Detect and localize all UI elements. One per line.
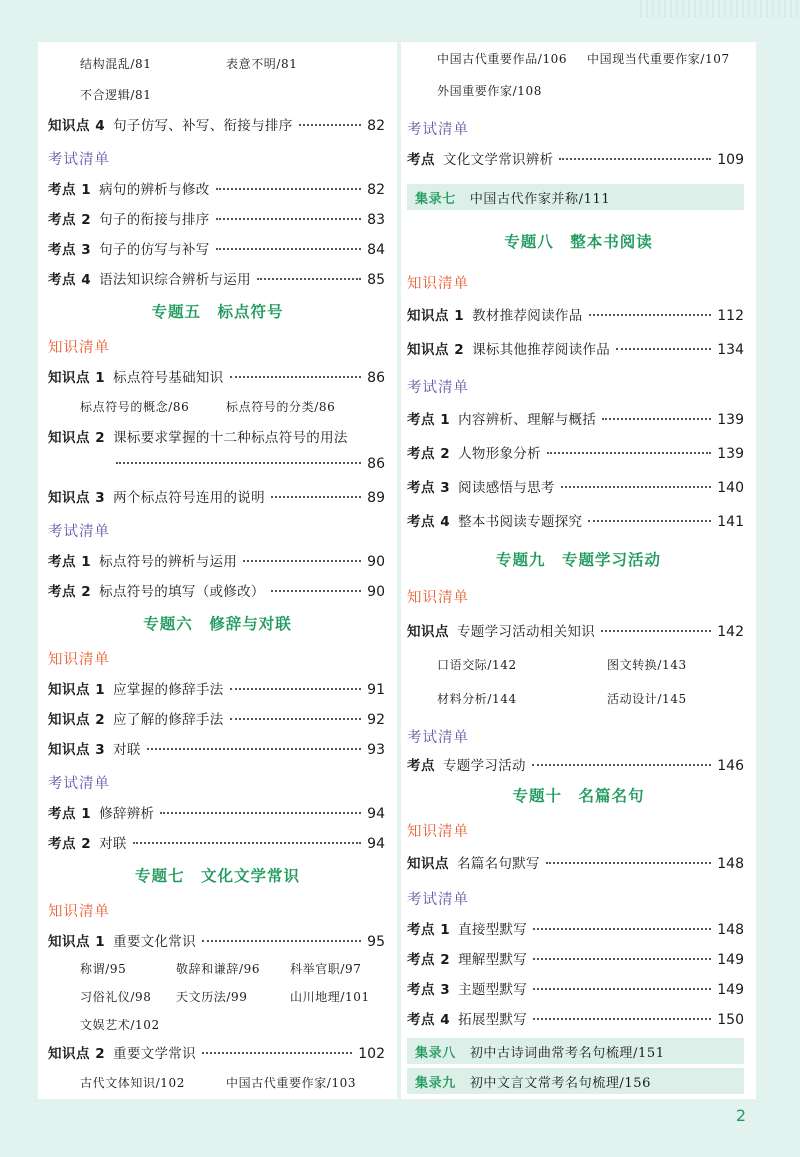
toc-entry[interactable]: 考点 2 理解型默写 149 [407, 952, 744, 968]
topic-heading[interactable]: 专题六 修辞与对联 [143, 615, 292, 633]
knowledge-list-heading: 知识清单 [48, 340, 110, 356]
toc-entry[interactable]: 知识点 专题学习活动相关知识 142 [407, 624, 744, 640]
toc-entry[interactable]: 知识点 1 重要文化常识 95 [48, 934, 385, 950]
left-column [38, 42, 397, 1099]
toc-entry[interactable]: 考点 3 阅读感悟与思考 140 [407, 480, 744, 496]
knowledge-list-heading: 知识清单 [48, 904, 110, 920]
top-texture [640, 0, 800, 18]
sub-entry[interactable]: 文娱艺术/102 [80, 1018, 160, 1032]
sub-entry[interactable]: 标点符号的分类/86 [226, 400, 336, 414]
toc-entry[interactable]: 考点 4 拓展型默写 150 [407, 1012, 744, 1028]
toc-entry[interactable]: 知识点 2 重要文学常识 102 [48, 1046, 385, 1062]
sub-entry[interactable]: 表意不明/81 [226, 57, 298, 71]
sub-entry[interactable]: 中国古代重要作品/106 [437, 52, 568, 66]
toc-entry[interactable]: 考点 4 语法知识综合辨析与运用 85 [48, 272, 385, 288]
sub-entry[interactable]: 中国古代重要作家/103 [226, 1076, 357, 1090]
toc-entry[interactable]: 知识点 1 应掌握的修辞手法 91 [48, 682, 385, 698]
knowledge-list-heading: 知识清单 [407, 276, 469, 292]
exam-list-heading: 考试清单 [407, 892, 469, 908]
appendix-entry[interactable]: 集录九 初中文言文常考名句梳理/156 [407, 1068, 744, 1094]
toc-entry[interactable]: 考点 1 病句的辨析与修改 82 [48, 182, 385, 198]
sub-entry[interactable]: 山川地理/101 [290, 990, 370, 1004]
topic-heading[interactable]: 专题七 文化文学常识 [134, 867, 300, 885]
toc-entry[interactable]: 考点 2 对联 94 [48, 836, 385, 852]
toc-entry[interactable]: 考点 1 标点符号的辨析与运用 90 [48, 554, 385, 570]
sub-entry[interactable]: 口语交际/142 [437, 658, 517, 672]
toc-entry[interactable]: 考点 2 句子的衔接与排序 83 [48, 212, 385, 228]
sub-entry[interactable]: 标点符号的概念/86 [80, 400, 190, 414]
exam-list-heading: 考试清单 [48, 776, 110, 792]
exam-list-heading: 考试清单 [48, 152, 110, 168]
toc-entry[interactable]: 知识点 4 句子仿写、补写、衔接与排序 82 [48, 118, 385, 134]
exam-list-heading: 考试清单 [407, 730, 469, 746]
toc-entry[interactable]: 考点 1 内容辨析、理解与概括 139 [407, 412, 744, 428]
sub-entry[interactable]: 习俗礼仪/98 [80, 990, 152, 1004]
toc-entry[interactable]: 考点 1 直接型默写 148 [407, 922, 744, 938]
sub-entry[interactable]: 材料分析/144 [437, 692, 517, 706]
toc-entry[interactable]: 知识点 2 课标其他推荐阅读作品 134 [407, 342, 744, 358]
topic-heading[interactable]: 专题五 标点符号 [151, 303, 284, 321]
sub-entry[interactable]: 不合逻辑/81 [80, 88, 152, 102]
exam-list-heading: 考试清单 [407, 380, 469, 396]
knowledge-list-heading: 知识清单 [407, 590, 469, 606]
appendix-entry[interactable]: 集录七 中国古代作家并称/111 [407, 184, 744, 210]
toc-entry[interactable]: 知识点 2 应了解的修辞手法 92 [48, 712, 385, 728]
topic-heading[interactable]: 专题九 专题学习活动 [495, 551, 661, 569]
sub-entry[interactable]: 天文历法/99 [176, 990, 248, 1004]
sub-entry[interactable]: 外国重要作家/108 [437, 84, 542, 98]
toc-entry[interactable]: 考点 4 整本书阅读专题探究 141 [407, 514, 744, 530]
right-column [401, 42, 756, 1099]
toc-entry[interactable]: 知识点 2 课标要求掌握的十二种标点符号的用法 [48, 430, 348, 446]
toc-entry[interactable]: 考点 2 标点符号的填写（或修改） 90 [48, 584, 385, 600]
toc-entry[interactable]: 知识点 名篇名句默写 148 [407, 856, 744, 872]
toc-entry-continuation[interactable]: 86 [116, 456, 385, 472]
toc-entry[interactable]: 考点 专题学习活动 146 [407, 758, 744, 774]
exam-list-heading: 考试清单 [48, 524, 110, 540]
knowledge-list-heading: 知识清单 [407, 824, 469, 840]
toc-entry[interactable]: 考点 1 修辞辨析 94 [48, 806, 385, 822]
sub-entry[interactable]: 敬辞和谦辞/96 [176, 962, 261, 976]
toc-entry[interactable]: 考点 3 主题型默写 149 [407, 982, 744, 998]
toc-entry[interactable]: 知识点 1 教材推荐阅读作品 112 [407, 308, 744, 324]
toc-entry[interactable]: 考点 3 句子的仿写与补写 84 [48, 242, 385, 258]
topic-heading[interactable]: 专题八 整本书阅读 [504, 233, 653, 251]
page-number: 2 [735, 1106, 746, 1125]
toc-entry[interactable]: 知识点 3 对联 93 [48, 742, 385, 758]
sub-entry[interactable]: 结构混乱/81 [80, 57, 152, 71]
toc-entry[interactable]: 知识点 3 两个标点符号连用的说明 89 [48, 490, 385, 506]
toc-entry[interactable]: 考点 2 人物形象分析 139 [407, 446, 744, 462]
knowledge-list-heading: 知识清单 [48, 652, 110, 668]
sub-entry[interactable]: 中国现当代重要作家/107 [587, 52, 730, 66]
exam-list-heading: 考试清单 [407, 122, 469, 138]
sub-entry[interactable]: 科举官职/97 [290, 962, 362, 976]
toc-entry[interactable]: 知识点 1 标点符号基础知识 86 [48, 370, 385, 386]
sub-entry[interactable]: 称谓/95 [80, 962, 127, 976]
appendix-entry[interactable]: 集录八 初中古诗词曲常考名句梳理/151 [407, 1038, 744, 1064]
sub-entry[interactable]: 古代文体知识/102 [80, 1076, 185, 1090]
topic-heading[interactable]: 专题十 名篇名句 [512, 787, 645, 805]
sub-entry[interactable]: 活动设计/145 [607, 692, 687, 706]
sub-entry[interactable]: 图文转换/143 [607, 658, 687, 672]
toc-entry[interactable]: 考点 文化文学常识辨析 109 [407, 152, 744, 168]
